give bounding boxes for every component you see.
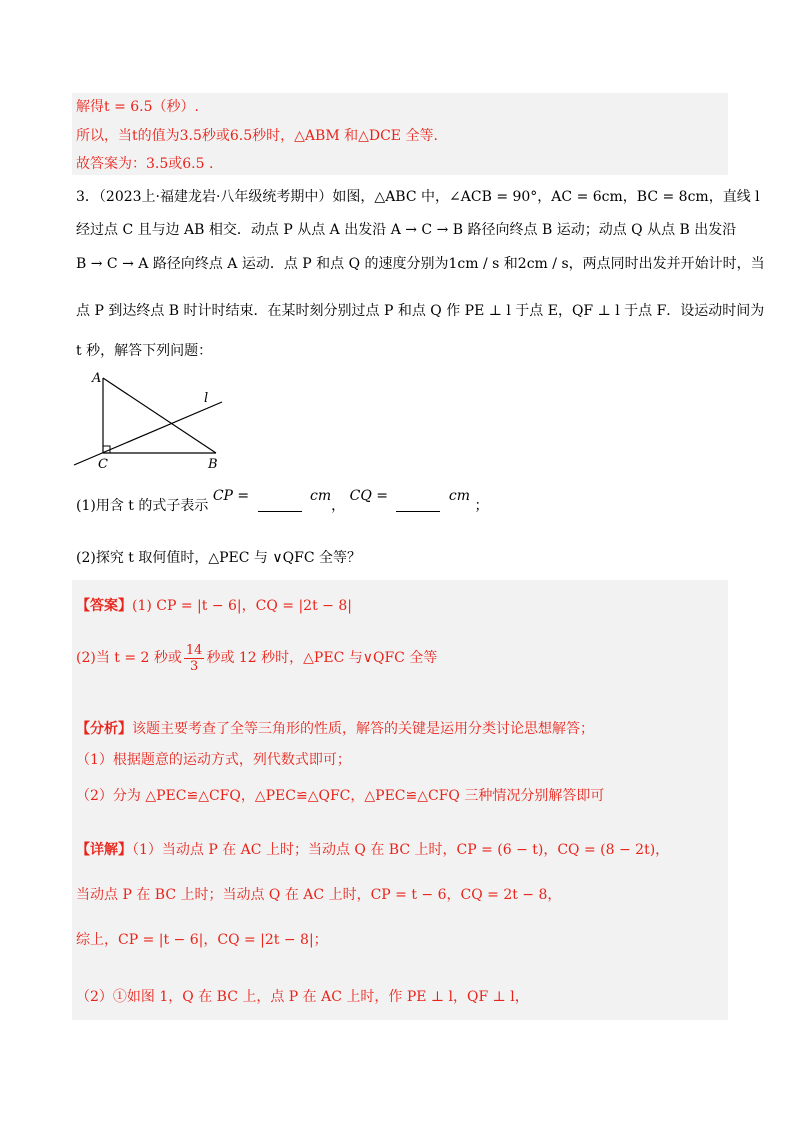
solve-result-line: 解得t = 6.5（秒）. [76,99,199,115]
triangle-figure [70,364,240,476]
question-1 [76,488,489,516]
answer-line-2 [76,642,437,674]
q1-cq: CQ = [349,488,388,504]
detail-line-4: （2）①如图 1，Q 在 BC 上，点 P 在 AC 上时，作 PE ⊥ l，QF ⊥ l， [76,989,529,1005]
fraction-denominator: 3 [190,658,199,674]
analysis-tag: 【分析】 [76,721,132,737]
q1-comma: ， [331,498,346,514]
problem-line-2: 经过点 C 且与边 AB 相交．动点 P 从点 A 出发沿 A → C → B 路径向终点 B 运动；动点 Q 从点 B 出发沿 [76,222,737,238]
analysis-intro: 该题主要考查了全等三角形的性质，解答的关键是运用分类讨论思想解答； [132,721,594,737]
line-l [74,402,222,465]
problem-line-1: 3．（2023上·福建龙岩·八年级统考期中）如图，△ABC 中，∠ACB = 90°，AC = 6cm，BC = 8cm，直线 l [76,189,760,205]
detail-tag: 【详解】 [76,842,132,858]
q1-cm-1: cm [310,488,332,504]
q1-cp-blank [258,498,302,512]
q1-cp: CP = [212,488,250,504]
answer-1-text: (1) CP = |t − 6|，CQ = |2t − 8| [132,598,352,614]
answer-tag: 【答案】 [76,598,132,614]
detail-1-text: （1）当动点 P 在 AC 上时；当动点 Q 在 BC 上时，CP = (6 − t)，CQ = (8 − 2t)， [132,842,670,858]
detail-line-3: 综上，CP = |t − 6|，CQ = |2t − 8|； [76,932,328,948]
analysis-line [76,719,594,739]
label-l: l [204,391,209,406]
problem-line-5: t 秒，解答下列问题： [76,343,213,359]
analysis-point-2: （2）分为 △PEC≌△CFQ，△PEC≌△QFC，△PEC≌△CFQ 三种情况分别解答即可 [76,788,605,804]
answer-line-1 [76,596,352,616]
q1-cq-blank [396,498,440,512]
answer-2-prefix: (2)当 t = 2 秒或 [76,650,182,666]
label-a: A [92,371,102,386]
answer-2-suffix: 秒或 12 秒时，△PEC 与∨QFC 全等 [206,650,438,666]
q1-cm-2: cm [448,488,471,504]
conclusion-line: 所以，当t的值为3.5秒或6.5秒时，△ABM 和△DCE 全等. [76,128,438,144]
detail-line-2: 当动点 P 在 BC 上时；当动点 Q 在 AC 上时，CP = t − 6，CQ = 2t − 8， [76,887,562,903]
problem-line-3: B → C → A 路径向终点 A 运动．点 P 和点 Q 的速度分别为1cm / s 和2cm / s，两点同时出发并开始计时，当 [76,256,765,272]
fraction-numerator: 14 [185,642,203,658]
q1-prefix: (1)用含 t 的式子表示 [76,498,209,514]
segment-ab [103,378,216,453]
q1-end: ； [474,498,489,514]
label-b: B [208,457,218,472]
question-2: (2)探究 t 取何值时，△PEC 与 ∨QFC 全等？ [76,550,361,566]
problem-line-4: 点 P 到达终点 B 时计时结束．在某时刻分别过点 P 和点 Q 作 PE ⊥ l 于点 E，QF ⊥ l 于点 F．设运动时间为 [76,303,765,319]
analysis-point-1: （1）根据题意的运动方式，列代数式即可； [76,752,351,768]
detail-line-1 [76,840,669,860]
fraction-14-3 [184,643,205,674]
final-answer-line: 故答案为：3.5或6.5 . [76,156,214,172]
label-c: C [98,457,108,472]
